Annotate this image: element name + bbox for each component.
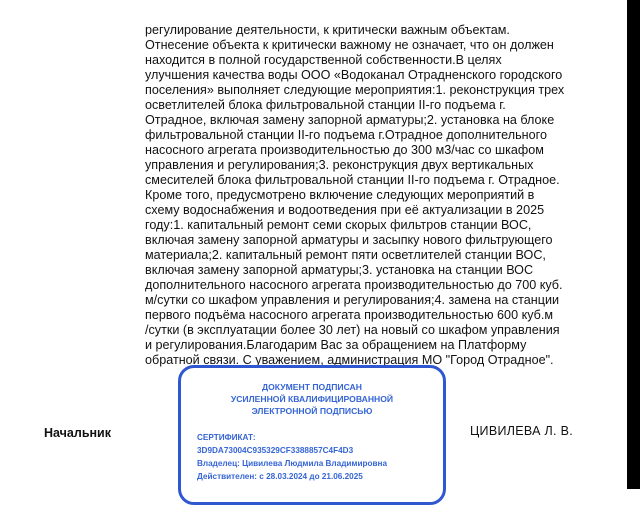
stamp-details <box>197 431 387 483</box>
letter-line: и регулирования.Благодарим Вас за обращением на Платформу <box>145 338 527 352</box>
letter-line: году:1. капитальный ремонт семи скорых фильтров станции ВОС, <box>145 218 532 232</box>
letter-line: /сутки (в эксплуатации более 30 лет) на новый со шкафом управления <box>145 323 560 337</box>
certificate-label: СЕРТИФИКАТ: <box>197 433 256 442</box>
letter-line: дополнительного насосного агрегата производительностью до 700 куб. <box>145 278 563 292</box>
signer-name: ЦИВИЛЕВА Л. В. <box>470 424 573 438</box>
letter-line: осветлителей блока фильтровальной станции II-го подъема г. <box>145 98 506 112</box>
right-edge-strip <box>627 0 640 489</box>
letter-line: материала;2. капитальный ремонт пяти осветлителей станции ВОС, <box>145 248 546 262</box>
letter-line: находится в полной государственной собственности.В целях <box>145 53 502 67</box>
letter-line: поселения» выполняет следующие мероприятия:1. реконструкция трех <box>145 83 565 97</box>
letter-line: первого подъёма насосного агрегата производительностью 600 куб.м <box>145 308 554 322</box>
letter-line: м/сутки со шкафом управления и регулирования;4. замена на станции <box>145 293 560 307</box>
letter-line: улучшения качества воды ООО «Водоканал Отрадненского городского <box>145 68 563 82</box>
letter-line: включая замену запорной арматуры и засыпку нового фильтрующего <box>145 233 553 247</box>
stamp-header-line: ДОКУМЕНТ ПОДПИСАН <box>262 382 362 392</box>
letter-line: фильтровальной станции II-го подъема г.Отрадное дополнительного <box>145 128 547 142</box>
electronic-signature-stamp <box>178 365 446 505</box>
letter-body <box>145 23 585 368</box>
letter-line: Отнесение объекта к критически важному не означает, что он должен <box>145 38 554 52</box>
letter-line: обратной связи. С уважением, администрация МО "Город Отрадное". <box>145 353 554 367</box>
letter-line: схему водоснабжения и водоотведения при её актуализации в 2025 <box>145 203 545 217</box>
signatory-position: Начальник <box>44 426 111 440</box>
letter-line: включая замену запорной арматуры;3. установка на станции ВОС <box>145 263 534 277</box>
letter-line: управления и регулирования;3. реконструкция двух вертикальных <box>145 158 534 172</box>
stamp-header <box>181 381 443 417</box>
stamp-header-line: ЭЛЕКТРОННОЙ ПОДПИСЬЮ <box>251 406 373 416</box>
certificate-owner: Владелец: Цивилева Людмила Владимировна <box>197 459 388 468</box>
letter-line: смесителей блока фильтровальной станции II-го подъема г. Отрадное. <box>145 173 560 187</box>
certificate-validity: Действителен: с 28.03.2024 до 21.06.2025 <box>197 472 363 481</box>
stamp-header-line: УСИЛЕННОЙ КВАЛИФИЦИРОВАННОЙ <box>230 394 394 404</box>
letter-line: Отрадное, включая замену запорной арматуры;2. установка на блоке <box>145 113 555 127</box>
letter-line: Кроме того, предусмотрено включение следующих мероприятий в <box>145 188 535 202</box>
letter-line: регулирование деятельности, к критически важным объектам. <box>145 23 510 37</box>
letter-line: насосного агрегата производительностью до 300 м3/час со шкафом <box>145 143 544 157</box>
certificate-number: 3D9DA73004C935329CF3388857C4F4D3 <box>197 446 354 455</box>
